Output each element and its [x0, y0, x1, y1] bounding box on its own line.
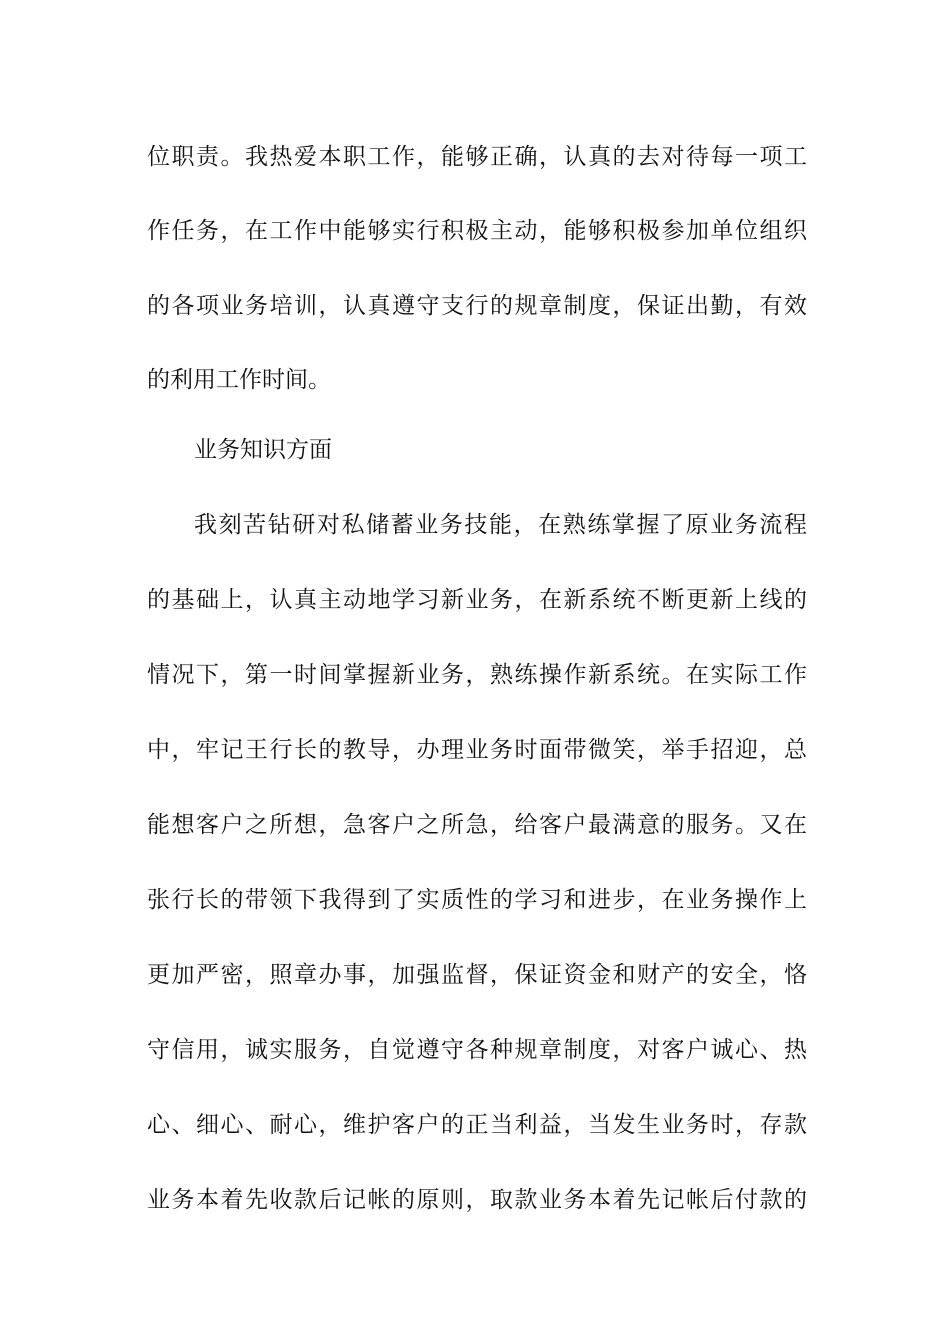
paragraph-line: 业务本着先收款后记帐的原则，取款业务本着先记帐后付款的 — [147, 1187, 807, 1213]
paragraph-line: 张行长的带领下我得到了实质性的学习和进步，在业务操作上 — [147, 887, 807, 913]
paragraph-line: 作任务，在工作中能够实行积极主动，能够积极参加单位组织 — [147, 218, 807, 244]
paragraph-line: 情况下，第一时间掌握新业务，熟练操作新系统。在实际工作 — [147, 662, 807, 688]
paragraph-line: 更加严密，照章办事，加强监督，保证资金和财产的安全，恪 — [147, 962, 807, 988]
paragraph-line: 心、细心、耐心，维护客户的正当利益，当发生业务时，存款 — [147, 1112, 807, 1138]
paragraph-line: 位职责。我热爱本职工作，能够正确，认真的去对待每一项工 — [147, 144, 807, 170]
paragraph-line: 我刻苦钻研对私储蓄业务技能，在熟练掌握了原业务流程 — [194, 512, 807, 538]
section-heading: 业务知识方面 — [194, 437, 332, 463]
paragraph-line: 的利用工作时间。 — [147, 367, 331, 393]
paragraph-line: 守信用，诚实服务，自觉遵守各种规章制度，对客户诚心、热 — [147, 1037, 807, 1063]
paragraph-line: 的各项业务培训，认真遵守支行的规章制度，保证出勤，有效 — [147, 293, 807, 319]
paragraph-line: 能想客户之所想，急客户之所急，给客户最满意的服务。又在 — [147, 812, 807, 838]
paragraph-line: 的基础上，认真主动地学习新业务，在新系统不断更新上线的 — [147, 587, 807, 613]
paragraph-line: 中，牢记王行长的教导，办理业务时面带微笑，举手招迎，总 — [147, 737, 807, 763]
